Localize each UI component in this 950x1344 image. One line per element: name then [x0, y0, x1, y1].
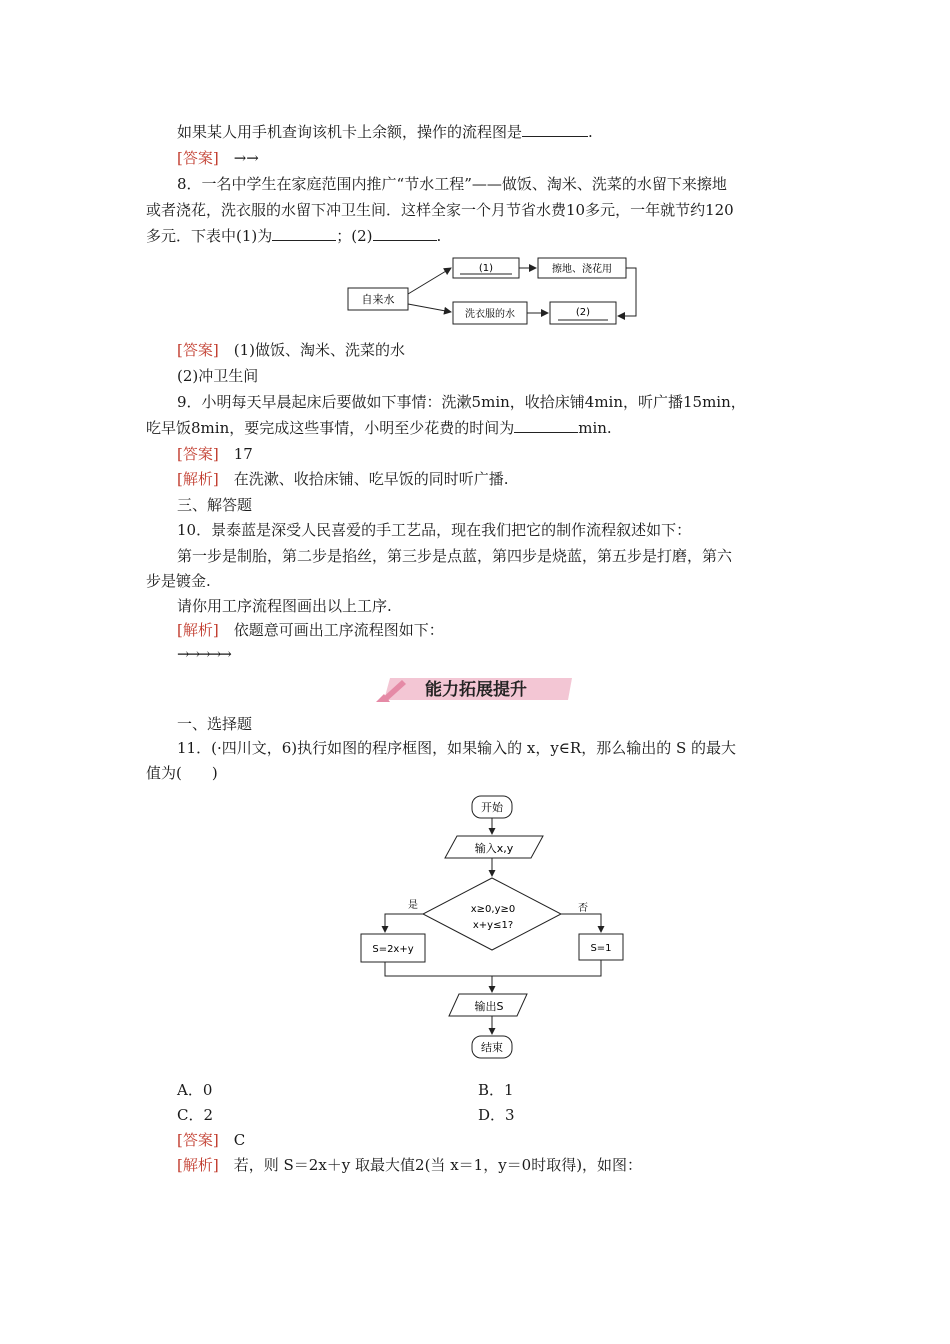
- flow-no-label: 否: [578, 903, 588, 914]
- option-a: A．0: [177, 1081, 213, 1099]
- q7-text: 如果某人用手机查询该机卡上余额，操作的流程图是 .: [177, 123, 593, 141]
- flow-start: 开始: [481, 801, 503, 814]
- diagram-box1: (1): [478, 263, 494, 274]
- flow-output: 输出S: [474, 1000, 504, 1013]
- option-c: C．2: [177, 1106, 214, 1124]
- option-d: D．3: [478, 1106, 515, 1124]
- q11-line2: 值为( ): [146, 764, 218, 782]
- q8-answer1: [答案] (1)做饭、淘米、洗菜的水: [177, 341, 405, 359]
- q8-line3: 多元．下表中(1)为 ；(2) .: [146, 227, 442, 245]
- q10-line1: 10．景泰蓝是深受人民喜爱的手工艺品，现在我们把它的制作流程叙述如下：: [177, 521, 692, 539]
- diagram-box2: 擦地、浇花用: [552, 264, 612, 275]
- banner-title: 能力拓展提升: [425, 680, 527, 700]
- q9-answer: [答案] 17: [177, 445, 253, 463]
- q9-line2: 吃早饭8min，要完成这些事情，小明至少花费的时间为 min.: [146, 419, 612, 437]
- flow-end: 结束: [481, 1041, 503, 1054]
- q10-arrows: →→→→→: [177, 645, 230, 663]
- flow-right-box: S=1: [590, 943, 612, 954]
- q10-line4: 请你用工序流程图画出以上工序.: [177, 597, 392, 615]
- flow-yes-label: 是: [408, 900, 418, 911]
- section-heading-1: 一、选择题: [177, 715, 253, 733]
- q8-answer2: (2)冲卫生间: [177, 367, 259, 385]
- q8-line1: 8．一名中学生在家庭范围内推广“节水工程”——做饭、淘米、洗菜的水留下来擦地: [177, 175, 727, 193]
- water-flow-diagram: [340, 250, 650, 330]
- q10-line2: 第一步是制胎，第二步是掐丝，第三步是点蓝，第四步是烧蓝，第五步是打磨，第六: [177, 547, 733, 565]
- flow-condition-1: x≥0,y≥0: [470, 904, 516, 915]
- program-flowchart: [355, 790, 635, 1065]
- q7-answer: [答案] →→: [177, 149, 259, 167]
- section-banner: [376, 672, 576, 706]
- q11-analysis: [解析] 若，则 S＝2x＋y 取最大值2(当 x＝1，y＝0时取得)，如图：: [177, 1156, 643, 1174]
- flow-condition-2: x+y≤1?: [472, 920, 514, 931]
- diagram-source: 自来水: [361, 293, 395, 306]
- q11-answer: [答案] C: [177, 1131, 246, 1149]
- flow-input: 输入x,y: [474, 842, 514, 855]
- q10-analysis: [解析] 依题意可画出工序流程图如下：: [177, 621, 444, 639]
- option-b: B．1: [478, 1081, 514, 1099]
- q9-analysis: [解析] 在洗漱、收拾床铺、吃早饭的同时听广播.: [177, 470, 509, 488]
- diagram-box3: 洗衣服的水: [465, 309, 515, 320]
- diagram-box4: (2): [575, 307, 591, 318]
- q9-line1: 9．小明每天早晨起床后要做如下事情：洗漱5min，收拾床铺4min，听广播15min，: [177, 393, 746, 411]
- q10-line3: 步是镀金.: [146, 572, 211, 590]
- q8-line2: 或者浇花，洗衣服的水留下冲卫生间．这样全家一个月节省水费10多元，一年就节约120: [146, 201, 734, 219]
- flow-left-box: S=2x+y: [372, 944, 414, 955]
- section-heading-3: 三、解答题: [177, 496, 253, 514]
- q11-line1: 11．(·四川文，6)执行如图的程序框图，如果输入的 x，y∈R，那么输出的 S 的最大: [177, 739, 737, 757]
